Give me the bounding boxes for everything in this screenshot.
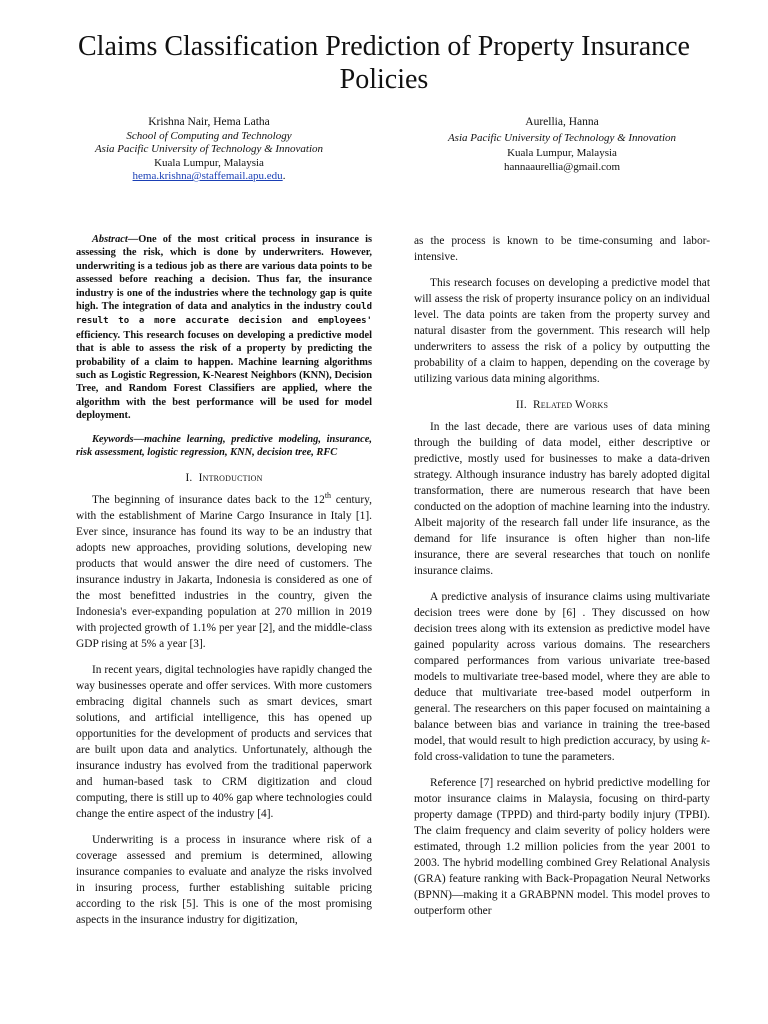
abstract-text-mono: could result to a more accurate decision and employees' xyxy=(76,302,372,327)
section-heading-related-works xyxy=(414,397,710,413)
paper-title: Claims Classification Prediction of Property Insurance Policies xyxy=(78,31,690,95)
related-p2-text-b: -fold cross-validation to tune the parameters. xyxy=(414,735,710,763)
related-p2-text-a: A predictive analysis of insurance claims using multivariate decision trees were done by [6] . They discussed on how decision trees along with its extension as predictive model have gained popularity across various domains. The researchers compared performances from various univariate tree-based models to multivariate tree-based model, where they are able to deduce that multivariate tree-based model outperform in general. The researchers on this paper focused on maintaining a balance between bias and variance in training the tree-based model, that would result to high prediction accuracy, by using xyxy=(414,591,710,747)
section-title: Introduction xyxy=(198,471,263,484)
section-number: II. xyxy=(515,399,527,411)
abstract-text-b: efficiency. This research focuses on developing a predictive model that is able to assess the risk of a property by predicting the probability of a claim to happen. Machine learning algorithms such as Logistic Regression, K-Nearest Neighbors (KNN), Decision Tree, and Random Forest Classifiers are applied, where the algorithm with the best performance will be used for model deployment. xyxy=(76,329,372,422)
author-email-line xyxy=(76,170,342,184)
left-column xyxy=(76,233,372,938)
intro-paragraph-1 xyxy=(76,492,372,652)
keywords-label: Keywords xyxy=(92,433,134,445)
author-city: Kuala Lumpur, Malaysia xyxy=(507,147,617,159)
abstract-label: Abstract xyxy=(92,234,128,245)
section-number: I. xyxy=(185,471,193,484)
related-paragraph-1: In the last decade, there are various uses of data mining through the building of data model, either descriptive or predictive, mostly used for businesses to make a data-driven strategy. Although insurance industry has barely adopted digital transformation, there are numerous research that have been conducted on the adoption of machine learning into the industry. Albeit majority of the research fall under life insurance, as the demand for life insurance is often higher than non-life insurance, there are several researches that touch on nonlife insurance claims. xyxy=(414,421,710,577)
related-paragraph-3: Reference [7] researched on hybrid predictive modelling for motor insurance claims in Malaysia, focusing on third-party property damage (TPPD) and third-party bodily injury (TPBI). The claim frequency and claim severity of policy holders were estimated, through 1.2 million policies from the year 2001 to 2003. The hybrid modelling combined Grey Relational Analysis (GRA) feature ranking with Back-Propagation Neural Networks (BPNN)—making it a GRABPNN model. This model proves to outperform other xyxy=(414,777,710,917)
author-email-link[interactable]: hema.krishna@staffemail.apu.edu xyxy=(132,170,283,182)
right-column xyxy=(414,233,710,929)
intro-p1-text-b: century, with the establishment of Marine Cargo Insurance in Italy [1]. Ever since, insurance has found its way to be an industry that adopts new approaches, providing solutions, developing new products that would answer the dire need of customers. The insurance industry in Jakarta, Indonesia is considered as one of the most benefitted industries in the country, given the Indonesia's ever-expanding population at 270 million in 2019 with projected growth of 1.1% per year [2], and the middle-class GDP rising at 5% a year [3]. xyxy=(76,493,372,650)
abstract xyxy=(76,233,372,423)
abstract-text-a: —One of the most critical process in insurance is assessing the risk, which is done by underwriters. However, underwriting is a tedious job as there are various data points to be assessed before reaching a decision. Thus far, the insurance industry is one of the industries where the technology gap is quite high. The integration of data and analytics in the industry xyxy=(76,234,372,313)
author-city: Kuala Lumpur, Malaysia xyxy=(154,156,264,169)
author-names: Aurellia, Hanna xyxy=(525,116,599,128)
author-email: hannaaurellia@gmail.com xyxy=(503,160,621,173)
related-paragraph-2 xyxy=(414,589,710,765)
intro-p1-text-a: The beginning of insurance dates back to the 12 xyxy=(92,493,325,506)
keywords xyxy=(76,433,372,460)
author-names: Krishna Nair, Hema Latha xyxy=(148,116,270,128)
author-department: School of Computing and Technology xyxy=(126,129,292,142)
intro-p1-superscript: th xyxy=(324,490,332,500)
related-p2-k: k xyxy=(701,735,707,747)
intro-paragraph-3: Underwriting is a process in insurance where risk of a coverage assessed and premium is determined, allowing insurance companies to evaluate and analyze the risks involved in insuring process, further establishing suitable pricing according to the risk [5]. This is one of the most promising aspects in the insurance industry for digitization, xyxy=(76,833,372,926)
author-university: Asia Pacific University of Technology & Innovation xyxy=(447,131,677,144)
intro-paragraph-3-continued: as the process is known to be time-consuming and labor-intensive. xyxy=(414,235,710,263)
keywords-text: —machine learning, predictive modeling, insurance, risk assessment, logistic regression, KNN, decision tree, RFC xyxy=(76,433,372,459)
section-title: Related Works xyxy=(533,399,609,411)
section-heading-introduction xyxy=(76,470,372,486)
author-block-1 xyxy=(76,116,342,184)
author-university: Asia Pacific University of Technology & Innovation xyxy=(94,143,324,155)
author-block-2 xyxy=(414,116,710,174)
intro-paragraph-4: This research focuses on developing a predictive model that will assess the risk of property insurance policy on an individual level. The data points are taken from the property survey and natural disaster from the government. This research will help underwriters to assess the risk of a policy by outputting the probability of a claim to happen, depending on the coverage by utilizing various data mining algorithms. xyxy=(414,277,710,385)
intro-paragraph-2: In recent years, digital technologies have rapidly changed the way businesses operate and offer services. With more customers embracing digital channels such as smart devices, smart solutions, and artificial intelligence, this has opened up opportunities for the development of products and services that are built upon data and analytics. Unfortunately, although the insurance industry has evolved from the traditional paperwork and human-based task to CRM digitization and cloud computing, there is still up to 40% gap where technologies could change the entire aspect of the industry [4]. xyxy=(76,663,372,820)
email-period: . xyxy=(282,170,286,182)
